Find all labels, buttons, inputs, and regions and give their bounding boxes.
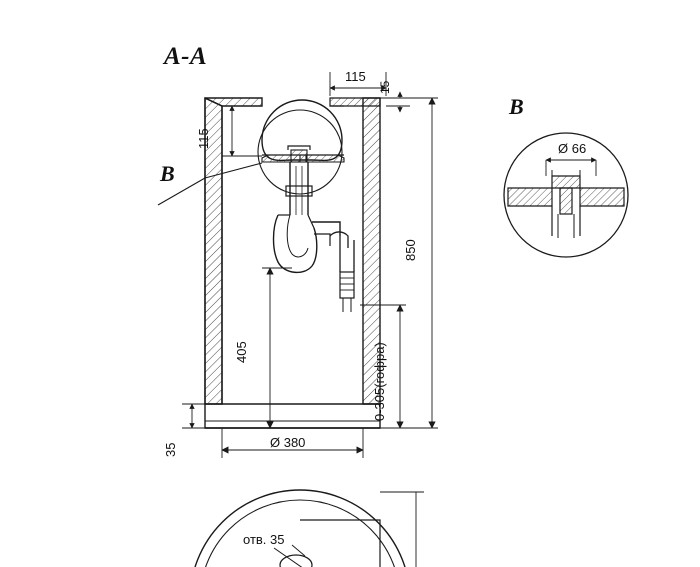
dim-trap-height-text: 405	[234, 341, 249, 363]
dim-bottom-hole: отв. 35	[243, 532, 285, 547]
dim-corrugation-text: 0-305(гофра)	[372, 342, 387, 421]
dim-base-height-text: 35	[163, 442, 178, 457]
detail-title-b: B	[509, 94, 524, 119]
dim-top-thickness	[378, 80, 404, 94]
dim-total-height-text: 850	[403, 239, 418, 261]
dim-top-width: 115	[345, 69, 366, 84]
dim-detail-diameter: Ø 66	[558, 141, 587, 156]
drain-siphon	[274, 146, 355, 312]
dim-inner-height-top	[196, 128, 231, 149]
detail-callout-b: B	[160, 161, 175, 186]
dim-trap-height	[234, 341, 270, 363]
dim-inner-height-top-text: 115	[196, 128, 211, 149]
dim-total-height	[403, 239, 439, 261]
base-plinth	[205, 404, 380, 428]
dim-base-height	[163, 442, 191, 457]
dim-top-thickness-text: 15	[378, 80, 392, 94]
basin-slab-right	[330, 98, 380, 106]
section-title-aa: A-A	[164, 43, 208, 70]
dim-corrugation	[372, 342, 465, 421]
dim-diameter-base: Ø 380	[270, 435, 306, 450]
plan-view-group	[190, 490, 424, 567]
